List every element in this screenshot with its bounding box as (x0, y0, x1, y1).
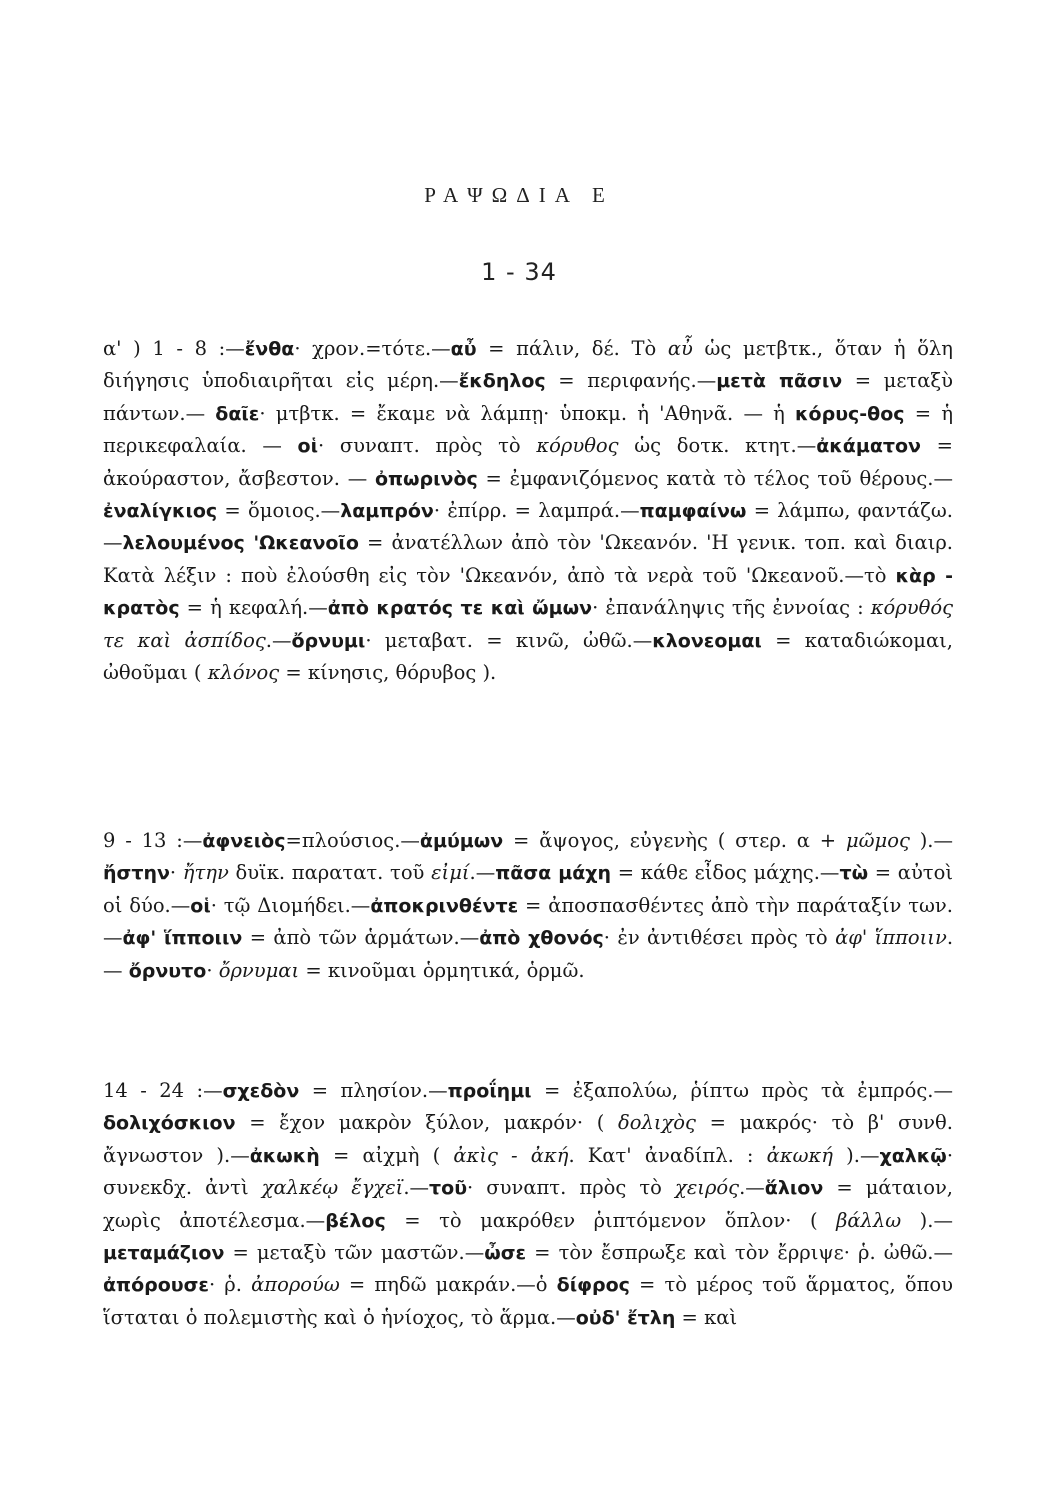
italic-term: βάλλω (836, 1208, 902, 1232)
italic-term: δολιχὸς (617, 1111, 696, 1135)
headword: αὖ (450, 338, 477, 360)
italic-term: κλόνος (207, 661, 280, 685)
italic-term: ἀκωκή (766, 1143, 833, 1167)
italic-term: κόρυθός τε καὶ ἀσπίδος (103, 596, 954, 652)
headword: δίφρος (556, 1274, 630, 1297)
headword: τὼ (839, 862, 869, 885)
gloss-text: = ἐξαπολύω, ῥίπτω πρὸς τὰ ἐμπρός.— (531, 1079, 954, 1102)
headword: οὐδ' ἔτλη (575, 1306, 676, 1329)
headword: δολιχόσκιον (103, 1112, 236, 1135)
gloss-text: = ἄψογος, εὐγενὴς ( στερ. α + (503, 829, 846, 852)
headword: κόρυς-θος (795, 402, 905, 425)
headword: οἱ (190, 894, 211, 917)
gloss-text: = αὐτοὶ οἱ δύο.— (103, 861, 953, 917)
gloss-text: .— (739, 1176, 765, 1200)
headword: ἅλιον (764, 1177, 824, 1200)
headword: μετὰ πᾶσιν (716, 370, 843, 393)
italic-term: ἀπορούω (251, 1273, 340, 1297)
headword: ὄρνυμι (291, 629, 366, 652)
gloss-text: = ἔχον μακρὸν ξύλον, μακρόν· ( (235, 1111, 618, 1135)
gloss-text: = ἀνατέλλων ἀπὸ τὸν 'Ωκεανόν. 'Η γενικ. τοπ. καὶ διαιρ. Κατὰ λέξιν : ποὺ ἐλούσθη εἰς τὸν 'Ωκεανόν, ἀπὸ τὰ νερὰ τοῦ 'Ωκεανοῦ.—τὸ (103, 531, 953, 587)
gloss-text: ὡς δοτκ. κτητ.— (618, 434, 817, 458)
headword: ἀφ' ἵπποιιν (122, 927, 243, 950)
headword: ὦσε (484, 1242, 527, 1265)
italic-term: ἤτην (182, 861, 229, 885)
gloss-text: = ἡ περικεφαλαία. — (103, 401, 953, 458)
gloss-text: · μτβτκ. = ἔκαμε νὰ λάμπῃ· ὑποκμ. ἡ 'Αθηνᾶ. — ἡ (259, 401, 796, 425)
gloss-text: = μεταξὺ τῶν μαστῶν.— (224, 1241, 485, 1265)
headword: λελουμένος 'Ωκεανοῖο (122, 532, 359, 555)
rhapsody-title: ΡΑΨΩΔΙΑ Ε (424, 183, 614, 207)
gloss-text: · συνεκδχ. ἀντὶ (103, 1143, 954, 1200)
headword: μεταμάζιον (103, 1242, 225, 1265)
gloss-text: 9 - 13 :— (103, 829, 203, 852)
headword: κὰρ - κρατὸς (103, 564, 954, 620)
commentary-paragraph-3 (103, 1075, 953, 1334)
gloss-text: = πάλιν, δέ. Τὸ (476, 337, 668, 360)
gloss-text: · ἐπίρρ. = λαμπρά.— (433, 499, 640, 523)
gloss-text: = τὸ μακρόθεν ῥιπτόμενον ὅπλον· ( (385, 1208, 837, 1232)
gloss-text: = ἀπὸ τῶν ἁρμάτων.— (242, 926, 480, 950)
gloss-text: · ἐν ἀντιθέσει πρὸς τὸ (603, 926, 836, 950)
gloss-text: = κίνησις, θόρυβος ). (279, 661, 497, 685)
gloss-text: = ὅμοιος.— (217, 499, 341, 523)
gloss-text: = ἐμφανιζόμενος κατὰ τὸ τέλος τοῦ θέρους.— (477, 466, 953, 490)
italic-term: χαλκέῳ ἔγχεϊ (261, 1176, 404, 1200)
gloss-text: = ἀκούραστον, ἄσβεστον. — (103, 434, 954, 490)
gloss-text: = μάταιον, χωρὶς ἀποτέλεσμα.— (103, 1176, 953, 1232)
gloss-text: = λάμπω, φαντάζω.— (103, 499, 953, 555)
headword: τοῦ (429, 1177, 468, 1200)
gloss-text: = πηδῶ μακράν.—ὁ (339, 1273, 557, 1297)
headword: ἀπὸ χθονός (479, 927, 604, 950)
gloss-text: ).— (832, 1143, 880, 1167)
gloss-text: . Κατ' ἀναδίπλ. : (568, 1143, 767, 1167)
gloss-text: = καταδιώκομαι, ὠθοῦμαι ( (103, 628, 953, 685)
gloss-text: · ῥ. (209, 1273, 252, 1297)
headword: παμφαίνω (639, 500, 747, 523)
italic-term: χειρός (675, 1176, 740, 1200)
gloss-text: = αἰχμὴ ( (319, 1143, 454, 1167)
gloss-text: .— (265, 628, 292, 652)
headword: ἀπόρουσε (103, 1274, 209, 1297)
headword: δαῖε (215, 402, 260, 425)
gloss-text: =πλούσιος.— (285, 829, 420, 852)
headword: οἱ (297, 435, 318, 458)
commentary-paragraph-1 (103, 333, 953, 688)
gloss-text: .— (469, 861, 496, 885)
italic-term: ἀκὶς - ἀκή (453, 1143, 569, 1167)
gloss-text: = ἡ κεφαλή.— (179, 596, 328, 620)
gloss-text: = τὸν ἔσπρωξε καὶ τὸν ἔρριψε· ῥ. ὠθῶ.— (526, 1241, 953, 1265)
gloss-text: · συναπτ. πρὸς τὸ (467, 1176, 676, 1200)
italic-term: κόρυθος (536, 434, 619, 458)
gloss-text: · (206, 958, 219, 982)
gloss-text: = πλησίον.— (299, 1079, 448, 1102)
headword: ἔκδηλος (458, 370, 546, 393)
headword: ἀκωκὴ (249, 1144, 320, 1167)
italic-term: ἀφ' ἵπποιιν (835, 926, 947, 950)
gloss-text: = καὶ (675, 1305, 738, 1329)
gloss-text: 14 - 24 :— (103, 1079, 223, 1102)
gloss-text: .— (103, 926, 954, 982)
gloss-text: = μακρός· τὸ β' συνθ. ἄγνωστον ).— (103, 1111, 953, 1167)
headword: βέλος (325, 1209, 386, 1232)
gloss-text: .— (403, 1176, 430, 1200)
headword: χαλκῷ (879, 1144, 947, 1167)
headword: ὄρνυτο (128, 959, 207, 982)
gloss-text: = ἀποσπασθέντες ἀπὸ τὴν παράταξίν των.— (103, 893, 953, 950)
headword: ἀπὸ κρατός τε καὶ ὤμων (327, 597, 593, 620)
gloss-text: · χρον.=τότε.— (294, 337, 451, 360)
verse-range: 1 - 34 (481, 258, 557, 286)
gloss-text: ).— (901, 1208, 953, 1232)
headword: ἔνθα (244, 338, 295, 360)
gloss-text: = μεταξὺ πάντων.— (103, 369, 954, 425)
headword: ὀπωρινὸς (374, 467, 478, 490)
italic-term: ὄρνυμαι (218, 958, 300, 982)
italic-term: αὖ (667, 337, 693, 360)
gloss-text: = περιφανής.— (545, 369, 717, 393)
headword: προΐημι (447, 1080, 532, 1102)
gloss-text: · συναπτ. πρὸς τὸ (318, 434, 537, 458)
headword: λαμπρόν (340, 500, 434, 523)
gloss-text: α' ) 1 - 8 :— (103, 337, 245, 360)
headword: ἀμύμων (419, 830, 504, 852)
headword: κλονεομαι (652, 629, 762, 652)
gloss-text: · μεταβατ. = κινῶ, ὠθῶ.— (365, 628, 653, 652)
gloss-text: ὡς μετβτκ., ὅταν ἡ ὅλη διήγησις ὑποδιαιρῆται εἰς μέρη.— (103, 337, 953, 393)
gloss-text: δυϊκ. παρατατ. τοῦ (228, 861, 432, 885)
commentary-paragraph-2 (103, 825, 953, 987)
headword: ἤστην (103, 862, 170, 885)
headword: σχεδὸν (222, 1080, 300, 1102)
gloss-text: · ἐπανάληψις τῆς ἐννοίας : (592, 596, 871, 620)
gloss-text: = κινοῦμαι ὁρμητικά, ὁρμῶ. (299, 958, 585, 982)
italic-term: εἰμί (431, 861, 470, 885)
headword: ἀποκρινθέντε (370, 894, 519, 917)
gloss-text: = τὸ μέρος τοῦ ἅρματος, ὅπου ἵσταται ὁ πολεμιστὴς καὶ ὁ ἡνίοχος, τὸ ἅρμα.— (103, 1273, 953, 1329)
headword: ἐναλίγκιος (103, 500, 218, 523)
italic-term: μῶμος (845, 829, 910, 852)
headword: ἀκάματον (816, 435, 921, 458)
gloss-text: · τῷ Διομήδει.— (210, 893, 371, 917)
gloss-text: ).— (909, 829, 953, 852)
headword: πᾶσα μάχη (495, 862, 612, 885)
headword: ἀφνειὸς (202, 830, 286, 852)
gloss-text: = κάθε εἶδος μάχης.— (611, 861, 840, 885)
gloss-text: · (169, 861, 183, 885)
